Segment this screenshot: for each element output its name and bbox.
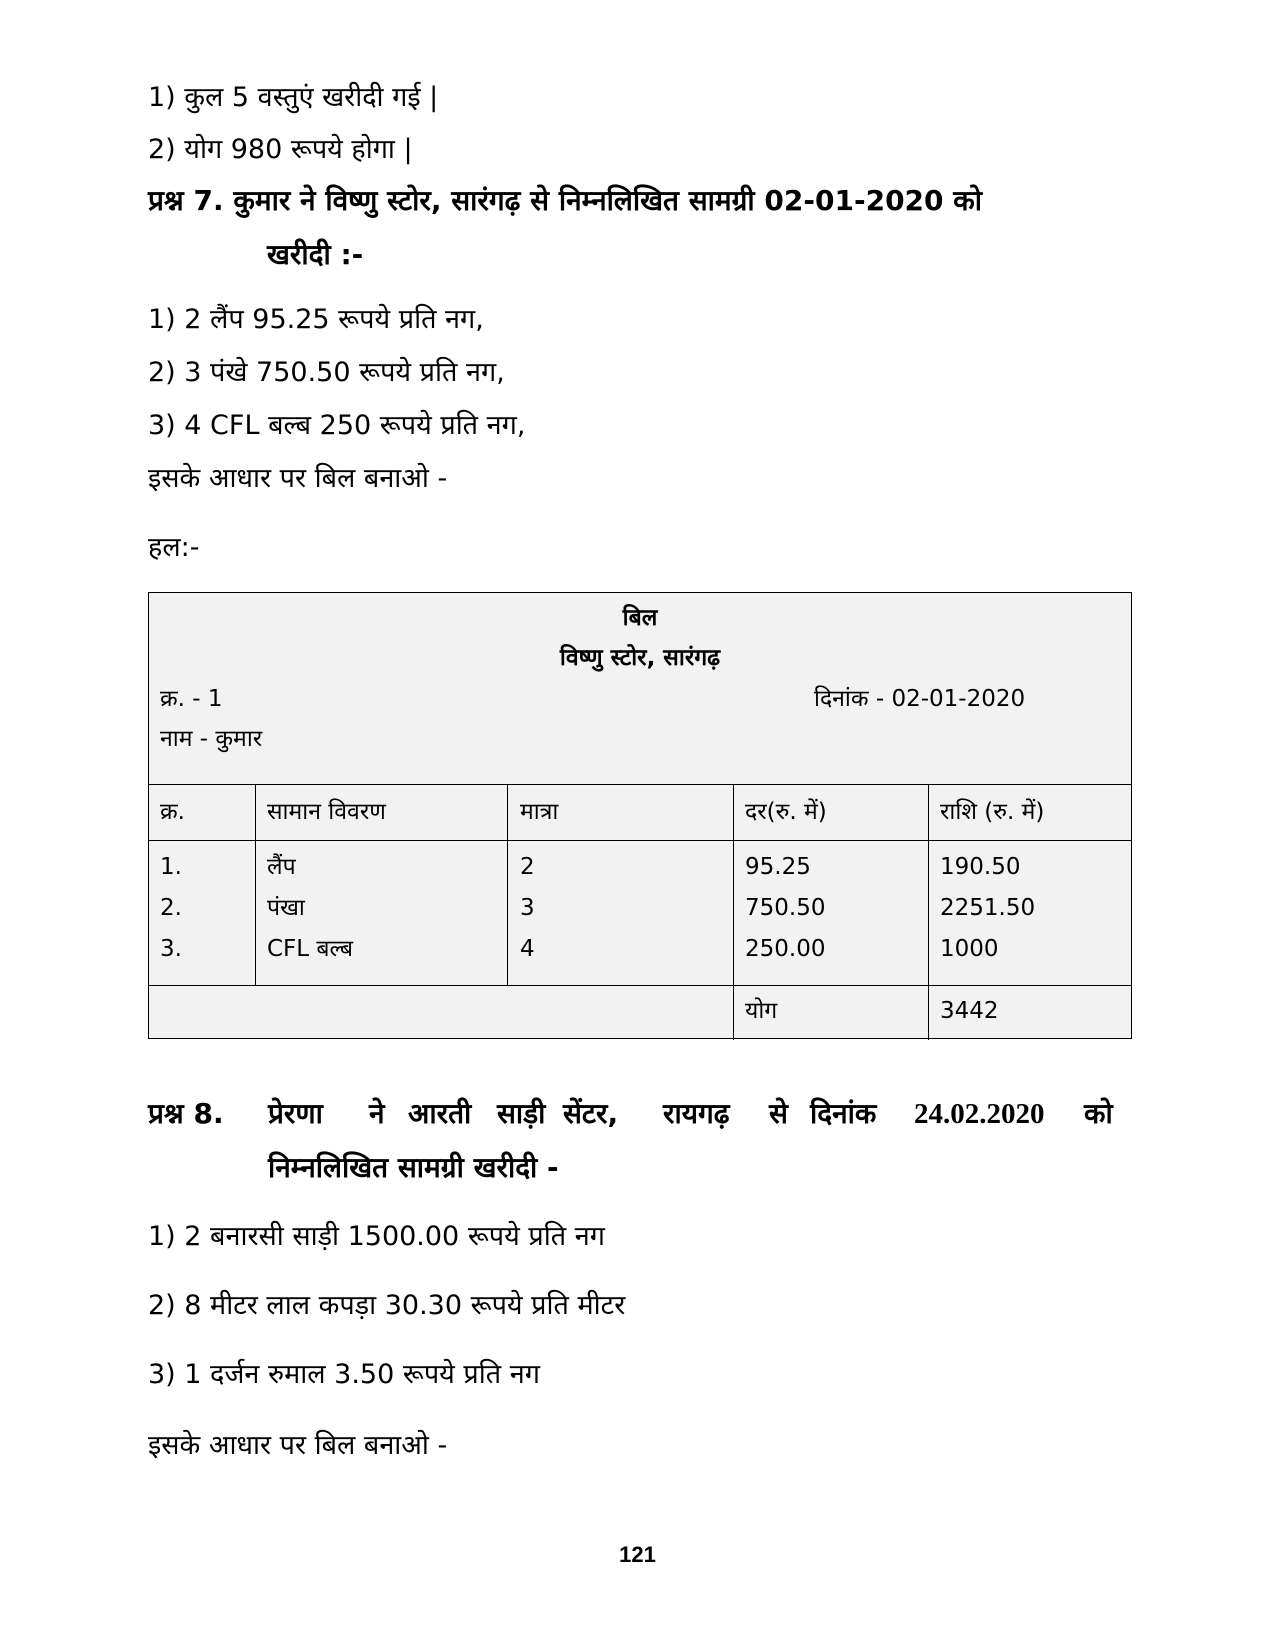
row-3-rate: 250.00	[745, 936, 826, 962]
row-1-serial: 1.	[160, 854, 182, 880]
row-2-rate: 750.50	[745, 895, 826, 921]
bill-col-divider-3	[733, 784, 734, 1040]
q8-word-10: को	[1084, 1097, 1113, 1130]
row-1-qty: 2	[520, 854, 535, 880]
page-number: 121	[619, 1542, 656, 1567]
question-8-label: प्रश्न 8.	[148, 1097, 224, 1130]
q8-item-1: 1) 2 बनारसी साड़ी 1500.00 रूपये प्रति नग	[148, 1221, 605, 1252]
q8-word-1: प्रेरणा	[268, 1097, 323, 1130]
row-3-amount: 1000	[940, 936, 999, 962]
bill-rule-header	[149, 840, 1131, 841]
row-2-item: पंखा	[267, 895, 305, 921]
q8-instruction: इसके आधार पर बिल बनाओ -	[148, 1430, 448, 1461]
bill-title: बिल	[622, 605, 658, 631]
bill-col-divider-2	[507, 784, 508, 985]
row-3-serial: 3.	[160, 936, 182, 962]
question-7-heading: प्रश्न 7. कुमार ने विष्णु स्टोर, सारंगढ़ से निम्नलिखित सामग्री 02-01-2020 को	[148, 184, 983, 217]
row-2-qty: 3	[520, 895, 535, 921]
row-1-rate: 95.25	[745, 854, 811, 880]
header-description: सामान विवरण	[267, 799, 386, 825]
q8-word-5: सेंटर,	[563, 1097, 619, 1130]
q7-item-2: 2) 3 पंखे 750.50 रूपये प्रति नग,	[148, 357, 505, 388]
solution-label: हल:-	[148, 532, 200, 563]
total-value: 3442	[940, 998, 999, 1024]
q8-word-4: साड़ी	[497, 1097, 546, 1130]
bill-col-divider-1	[255, 784, 256, 985]
bill-table	[148, 592, 1132, 1039]
q8-word-8: दिनांक	[810, 1097, 877, 1130]
row-1-amount: 190.50	[940, 854, 1021, 880]
q8-word-7: से	[769, 1097, 788, 1130]
header-rate: दर(रु. में)	[745, 799, 827, 825]
total-label: योग	[745, 998, 778, 1024]
header-quantity: मात्रा	[520, 799, 559, 825]
row-1-item: लैंप	[267, 854, 296, 880]
bill-date: दिनांक - 02-01-2020	[814, 686, 1026, 712]
row-3-item: CFL बल्ब	[267, 936, 354, 962]
intro-line-1: 1) कुल 5 वस्तुएं खरीदी गई |	[148, 82, 439, 113]
q8-item-2: 2) 8 मीटर लाल कपड़ा 30.30 रूपये प्रति मीटर	[148, 1290, 626, 1321]
q7-item-3: 3) 4 CFL बल्ब 250 रूपये प्रति नग,	[148, 410, 526, 441]
q8-word-2: ने	[369, 1097, 385, 1130]
header-amount: राशि (रु. में)	[940, 799, 1045, 825]
question-8-heading-continued: निम्नलिखित सामग्री खरीदी -	[268, 1151, 559, 1184]
q7-instruction: इसके आधार पर बिल बनाओ -	[148, 463, 448, 494]
q8-date: 24.02.2020	[914, 1098, 1045, 1130]
row-3-qty: 4	[520, 936, 535, 962]
q8-word-3: आरती	[408, 1097, 472, 1130]
bill-col-divider-4	[928, 784, 929, 1040]
row-2-amount: 2251.50	[940, 895, 1036, 921]
bill-shop-name: विष्णु स्टोर, सारंगढ़	[559, 645, 721, 671]
bill-rule-total	[149, 985, 1131, 986]
row-2-serial: 2.	[160, 895, 182, 921]
bill-customer-name: नाम - कुमार	[160, 726, 263, 752]
q8-item-3: 3) 1 दर्जन रुमाल 3.50 रूपये प्रति नग	[148, 1359, 540, 1390]
q8-word-6: रायगढ़	[663, 1097, 730, 1130]
bill-rule-top	[149, 784, 1131, 785]
intro-line-2: 2) योग 980 रूपये होगा |	[148, 134, 413, 165]
header-serial: क्र.	[160, 799, 185, 825]
question-7-heading-continued: खरीदी :-	[267, 238, 364, 271]
bill-serial: क्र. - 1	[160, 686, 223, 712]
q7-item-1: 1) 2 लैंप 95.25 रूपये प्रति नग,	[148, 304, 484, 335]
